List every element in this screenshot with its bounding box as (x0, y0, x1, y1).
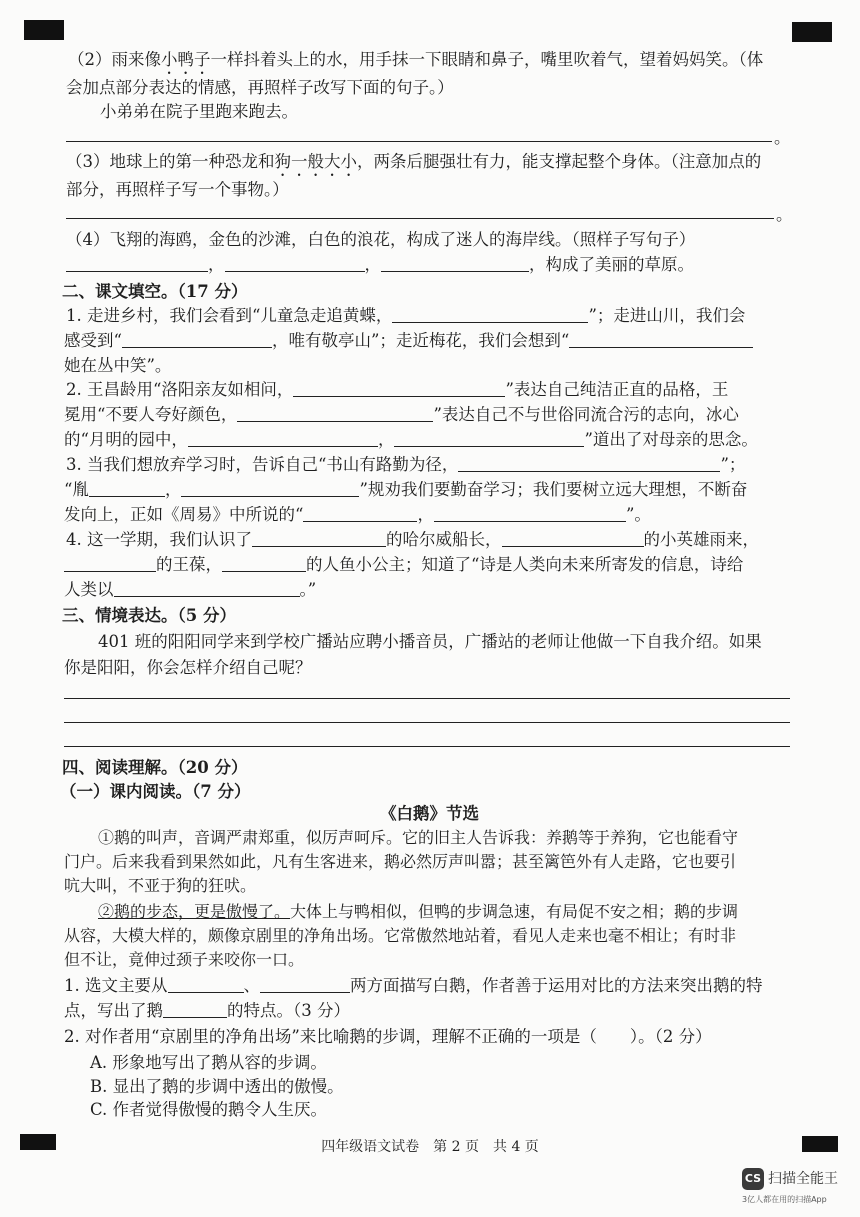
sec2-item4-blank-1[interactable] (252, 532, 386, 547)
sec4-q2-option-c[interactable]: C. 作者觉得傲慢的鹅令人生厌。 (90, 1100, 328, 1119)
section4-title: 四、阅读理解。（20 分） (62, 758, 248, 777)
sec3-answer-line-2[interactable] (64, 722, 790, 723)
sec2-item2-blank-4[interactable] (394, 432, 584, 447)
q4-blank-3[interactable] (381, 257, 529, 272)
q3-period: 。 (776, 205, 793, 224)
sec2-item4-line2: 的王葆， 的人鱼小公主；知道了“诗是人类向未来所寄发的信息，诗给 (64, 555, 743, 575)
section3-title: 三、情境表达。（5 分） (62, 606, 236, 625)
sec2-item3-blank-3[interactable] (181, 482, 359, 497)
corner-mark-top-left (24, 20, 64, 40)
sec2-item4-line1: 4. 这一学期，我们认识了 的哈尔威船长， 的小英雄雨来， (66, 530, 759, 549)
q2-dotted-phrase: 小鸭子 (161, 50, 211, 69)
q3-line2: 部分，再照样子写一个事物。） (66, 180, 289, 199)
q4-blank-2[interactable] (225, 257, 365, 272)
sec2-item1-line1: 1. 走进乡村，我们会看到“儿童急走追黄蝶， ”；走进山川，我们会 (66, 306, 746, 325)
camscanner-tagline: 3亿人都在用的扫描App (742, 1195, 827, 1204)
sec2-item2-line1: 2. 王昌龄用“洛阳亲友如相问， ”表达自己纯洁正直的品格，王 (66, 380, 729, 399)
q3-line1: （3）地球上的第一种恐龙和狗一般大小，两条后腿强壮有力，能支撑起整个身体。（注意加点的 (66, 152, 762, 171)
sec2-item3-blank-2[interactable] (89, 482, 165, 497)
passage-p1-line3: 吭大叫，不亚于狗的狂吠。 (64, 876, 257, 895)
q4-line1: （4）飞翔的海鸥，金色的沙滩，白色的浪花，构成了迷人的海岸线。（照样子写句子） (66, 230, 696, 249)
sec2-item1-blank-3[interactable] (569, 333, 753, 348)
sec2-item2-blank-1[interactable] (293, 382, 505, 397)
corner-mark-bottom-left (20, 1134, 56, 1150)
sec2-item1-line2: 感受到“ ，唯有敬亭山”；走近梅花，我们会想到“ (64, 331, 753, 351)
sec4-q2-stem: 2. 对作者用“京剧里的净角出场”来比喻鹅的步调，理解不正确的一项是（ ）。（2 分） (64, 1027, 712, 1046)
section4-subtitle: （一）课内阅读。（7 分） (60, 782, 251, 801)
sec2-item1-blank-1[interactable] (392, 308, 588, 323)
sec2-item3-line1: 3. 当我们想放弃学习时，告诉自己“书山有路勤为径， ”； (66, 455, 746, 474)
sec3-answer-line-1[interactable] (64, 698, 790, 699)
sec4-q1-line1: 1. 选文主要从 、 两方面描写白鹅，作者善于运用对比的方法来突出鹅的特 (64, 976, 763, 995)
sec2-item4-blank-4[interactable] (222, 557, 306, 572)
sec2-item2-blank-3[interactable] (188, 432, 378, 447)
sec2-item3-blank-1[interactable] (458, 457, 720, 472)
passage-title: 《白鹅》节选 (380, 804, 479, 823)
sec4-q1-line2: 点，写出了鹅 的特点。（3 分） (64, 1001, 350, 1020)
sec2-item3-blank-4[interactable] (303, 507, 417, 522)
sec2-item3-line2: “胤 ， ”规劝我们要勤奋学习；我们要树立远大理想，不断奋 (64, 480, 748, 499)
sec4-q1-blank-3[interactable] (163, 1003, 227, 1018)
sec2-item2-line2: 冕用“不要人夸好颜色， ”表达自己不与世俗同流合污的志向，冰心 (64, 405, 739, 424)
corner-mark-bottom-right (802, 1136, 838, 1152)
q3-answer-line[interactable] (66, 218, 774, 219)
q2-prompt: 小弟弟在院子里跑来跑去。 (100, 102, 298, 121)
q3-dotted-phrase: 狗一般大小 (274, 152, 357, 171)
sec2-item3-blank-5[interactable] (434, 507, 626, 522)
sec2-item4-blank-5[interactable] (114, 582, 300, 597)
sec2-item2-blank-2[interactable] (237, 407, 433, 422)
passage-p1-line2: 门户。后来我看到果然如此，凡有生客进来，鹅必然厉声叫嚣；甚至篱笆外有人走路，它也要引 (64, 852, 737, 871)
sec3-answer-line-3[interactable] (64, 746, 790, 747)
sec4-q1-blank-1[interactable] (168, 978, 244, 993)
q2-line1: （2）雨来像小鸭子一样抖着头上的水，用手抹一下眼睛和鼻子，嘴里吹着气，望着妈妈笑。（体 (68, 50, 764, 69)
passage-p1-line1: ①鹅的叫声，音调严肃郑重，似厉声呵斥。它的旧主人告诉我：养鹅等于养狗，它也能看守 (98, 828, 739, 847)
sec2-item2-line3: 的“月明的园中， ， ”道出了对母亲的思念。 (64, 430, 758, 449)
passage-underlined-sentence: ②鹅的步态，更是傲慢了。 (98, 902, 291, 921)
passage-p2-line2: 从容，大模大样的，颇像京剧里的净角出场。它常傲然地站着，看见人走来也毫不相让；有时非 (64, 926, 737, 945)
q4-blank-1[interactable] (66, 257, 208, 272)
sec4-q1-blank-2[interactable] (260, 978, 350, 993)
sec2-item4-line3: 人类以 。” (64, 580, 317, 599)
sec4-q2-option-b[interactable]: B. 显出了鹅的步调中透出的傲慢。 (90, 1077, 344, 1096)
sec2-item1-line3: 她在丛中笑”。 (64, 356, 172, 375)
sec3-para-line1: 401 班的阳阳同学来到学校广播站应聘小播音员，广播站的老师让他做一下自我介绍。如果 (98, 632, 762, 651)
sec2-item3-line3: 发向上，正如《周易》中所说的“ ， ”。 (64, 505, 651, 524)
passage-p2-line3: 但不让，竟伸过颈子来咬你一口。 (64, 950, 305, 969)
q2-period: 。 (774, 128, 791, 147)
q2-line2: 会加点部分表达的情感，再照样子改写下面的句子。） (66, 78, 454, 97)
section2-title: 二、课文填空。（17 分） (62, 282, 248, 301)
sec4-q2-option-a[interactable]: A. 形象地写出了鹅从容的步调。 (90, 1053, 327, 1072)
passage-p2-line1: ②鹅的步态，更是傲慢了。大体上与鸭相似，但鸭的步调急速，有局促不安之相；鹅的步调 (98, 902, 739, 921)
q4-line2: ， ， ，构成了美丽的草原。 (66, 255, 694, 275)
camscanner-name: 扫描全能王 (768, 1171, 838, 1187)
corner-mark-top-right (792, 22, 832, 42)
sec2-item4-blank-2[interactable] (502, 532, 644, 547)
sec3-para-line2: 你是阳阳，你会怎样介绍自己呢？ (64, 658, 312, 677)
sec2-item4-blank-3[interactable] (64, 557, 156, 572)
q2-answer-line[interactable] (66, 141, 772, 142)
page-footer: 四年级语文试卷 第 2 页 共 4 页 (321, 1139, 539, 1155)
camscanner-logo: CS (742, 1168, 764, 1190)
sec2-item1-blank-2[interactable] (122, 333, 272, 348)
